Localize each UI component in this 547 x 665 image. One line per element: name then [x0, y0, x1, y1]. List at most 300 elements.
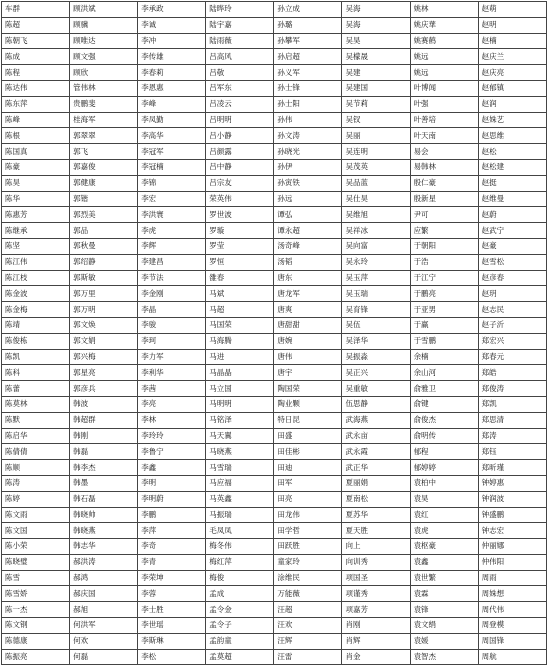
name-cell: 陆晔玲 [206, 2, 274, 18]
name-cell: 谭永超 [274, 223, 342, 239]
name-cell: 吴玉瑞 [342, 286, 410, 302]
name-cell: 唐甜甜 [274, 317, 342, 333]
name-cell: 仲伟阳 [478, 554, 546, 570]
name-cell: 陈雪娇 [2, 586, 70, 602]
table-row [2, 33, 547, 49]
name-cell: 吴丽 [342, 128, 410, 144]
name-cell: 钟婷惠 [478, 475, 546, 491]
name-cell: 李宏 [138, 191, 206, 207]
name-cell: 李鹏 [138, 507, 206, 523]
name-cell: 陈启华 [2, 428, 70, 444]
name-cell: 吕小静 [206, 128, 274, 144]
name-cell: 武永亩 [342, 428, 410, 444]
name-cell: 应繁 [410, 223, 478, 239]
name-cell: 马超 [206, 302, 274, 318]
name-cell: 钟志宏 [478, 523, 546, 539]
name-cell: 吴海 [342, 2, 410, 18]
name-cell: 马英鑫 [206, 491, 274, 507]
table-row [2, 254, 547, 270]
name-cell: 吴泽华 [342, 333, 410, 349]
name-cell: 赵维曼 [478, 191, 546, 207]
name-cell: 武永霞 [342, 444, 410, 460]
name-cell: 于赢 [410, 317, 478, 333]
table-row [2, 270, 547, 286]
name-cell: 田学哲 [274, 523, 342, 539]
name-cell: 李凤勤 [138, 112, 206, 128]
name-cell: 于亚男 [410, 302, 478, 318]
table-row [2, 618, 547, 634]
name-cell: 李世瑶 [138, 618, 206, 634]
name-cell: 赵姝艺 [478, 112, 546, 128]
name-cell: 姚远 [410, 49, 478, 65]
name-cell: 袁枢豪 [410, 539, 478, 555]
name-cell: 孙士锋 [274, 80, 342, 96]
name-cell: 于雪鹏 [410, 333, 478, 349]
name-cell: 陈江枝 [2, 270, 70, 286]
table-row [2, 333, 547, 349]
name-cell: 郭锴 [70, 191, 138, 207]
name-cell: 马斌 [206, 286, 274, 302]
name-cell: 李松 [138, 649, 206, 665]
name-cell: 叶善培 [410, 112, 478, 128]
table-row [2, 286, 547, 302]
name-cell: 袁虎 [410, 523, 478, 539]
name-cell: 赵润 [478, 96, 546, 112]
name-cell: 郑钰 [478, 444, 546, 460]
name-cell: 陈文钢 [2, 618, 70, 634]
name-cell: 马应福 [206, 475, 274, 491]
name-cell: 赵蔚 [478, 207, 546, 223]
name-cell: 汤韬 [274, 254, 342, 270]
name-cell: 陈坚 [2, 238, 70, 254]
name-cell: 马晓燕 [206, 444, 274, 460]
name-cell: 马明明 [206, 396, 274, 412]
name-cell: 郭文娟 [70, 333, 138, 349]
table-row [2, 144, 547, 160]
name-cell: 韩波 [70, 396, 138, 412]
name-cell: 罗莹 [206, 238, 274, 254]
table-row [2, 65, 547, 81]
name-cell: 李利华 [138, 365, 206, 381]
name-cell: 雒春 [206, 270, 274, 286]
table-row [2, 554, 547, 570]
name-cell: 吴玉萍 [342, 270, 410, 286]
name-cell: 陈程 [2, 65, 70, 81]
name-cell: 周登模 [478, 618, 546, 634]
name-cell: 吴连明 [342, 144, 410, 160]
name-cell: 李辉 [138, 238, 206, 254]
name-cell: 唐宇 [274, 365, 342, 381]
name-cell: 赵挺 [478, 175, 546, 191]
name-cell: 赵萌 [478, 2, 546, 18]
table-row [2, 128, 547, 144]
name-cell: 童家玲 [274, 554, 342, 570]
name-cell: 陈凯 [2, 349, 70, 365]
name-cell: 钟润波 [478, 491, 546, 507]
name-cell: 孙义军 [274, 65, 342, 81]
name-cell: 陈顺 [2, 460, 70, 476]
name-cell: 陈成 [2, 49, 70, 65]
name-cell: 袁霖 [410, 586, 478, 602]
name-cell: 吴向富 [342, 238, 410, 254]
name-cell: 叶天南 [410, 128, 478, 144]
table-row [2, 112, 547, 128]
roster-table [1, 1, 547, 665]
name-cell: 何磊 [70, 649, 138, 665]
name-cell: 李虎 [138, 223, 206, 239]
name-cell: 李诚 [138, 17, 206, 33]
name-cell: 顾欣 [70, 65, 138, 81]
name-cell: 郭翠翠 [70, 128, 138, 144]
name-cell: 何洪军 [70, 618, 138, 634]
name-cell: 郝旭 [70, 602, 138, 618]
table-row [2, 491, 547, 507]
name-cell: 吕凌云 [206, 96, 274, 112]
name-cell: 孟莫超 [206, 649, 274, 665]
name-cell: 殷仁豪 [410, 175, 478, 191]
name-cell: 郭品 [70, 223, 138, 239]
table-row [2, 602, 547, 618]
name-cell: 谭弘 [274, 207, 342, 223]
name-cell: 罗世波 [206, 207, 274, 223]
table-row [2, 96, 547, 112]
name-cell: 吴建 [342, 65, 410, 81]
name-cell: 俞俊杰 [410, 412, 478, 428]
name-cell: 陈莫林 [2, 396, 70, 412]
name-cell: 桂海军 [70, 112, 138, 128]
name-cell: 陆宇嘉 [206, 17, 274, 33]
table-row [2, 159, 547, 175]
name-cell: 陈江伟 [2, 254, 70, 270]
name-cell: 陈默 [2, 412, 70, 428]
name-cell: 田佳彬 [274, 444, 342, 460]
name-cell: 荣英伟 [206, 191, 274, 207]
name-cell: 袁柏中 [410, 475, 478, 491]
name-cell: 孙寅铁 [274, 175, 342, 191]
name-cell: 陈惠芳 [2, 207, 70, 223]
name-cell: 向训秀 [342, 554, 410, 570]
name-cell: 钟盛鹏 [478, 507, 546, 523]
name-cell: 郭嘉俊 [70, 159, 138, 175]
name-cell: 韩石磊 [70, 491, 138, 507]
name-cell: 汪欢 [274, 618, 342, 634]
name-cell: 余山河 [410, 365, 478, 381]
name-cell: 李力军 [138, 349, 206, 365]
name-cell: 袁锋 [410, 602, 478, 618]
name-cell: 吴仕昊 [342, 191, 410, 207]
name-cell: 赵彦春 [478, 270, 546, 286]
name-cell: 管伟林 [70, 80, 138, 96]
name-cell: 田盛 [274, 428, 342, 444]
name-cell: 李青 [138, 554, 206, 570]
name-cell: 李高华 [138, 128, 206, 144]
name-cell: 陈金波 [2, 286, 70, 302]
roster-table-body [2, 2, 547, 665]
name-cell: 郝鸿 [70, 570, 138, 586]
name-cell: 唐龙军 [274, 286, 342, 302]
name-cell: 郭秋曼 [70, 238, 138, 254]
name-cell: 李恩惠 [138, 80, 206, 96]
name-cell: 夏南松 [342, 491, 410, 507]
name-cell: 陈文国 [2, 523, 70, 539]
name-cell: 田跃胜 [274, 539, 342, 555]
name-cell: 尹可 [410, 207, 478, 223]
name-cell: 马立国 [206, 381, 274, 397]
name-cell: 梅俊 [206, 570, 274, 586]
name-cell: 郭烈美 [70, 207, 138, 223]
name-cell: 陈文雨 [2, 507, 70, 523]
name-cell: 吕明明 [206, 112, 274, 128]
name-cell: 陈继承 [2, 223, 70, 239]
name-cell: 李明 [138, 475, 206, 491]
name-cell: 李节法 [138, 270, 206, 286]
name-cell: 陈一杰 [2, 602, 70, 618]
table-row [2, 381, 547, 397]
table-row [2, 396, 547, 412]
name-cell: 袁昊 [410, 491, 478, 507]
name-cell: 吴品蓝 [342, 175, 410, 191]
name-cell: 韩李杰 [70, 460, 138, 476]
name-cell: 李明蔚 [138, 491, 206, 507]
name-cell: 陈东萍 [2, 96, 70, 112]
name-cell: 郝洪涛 [70, 554, 138, 570]
name-cell: 郝庆国 [70, 586, 138, 602]
name-cell: 郑皓 [478, 365, 546, 381]
name-cell: 袁世繁 [410, 570, 478, 586]
name-cell: 郭健康 [70, 175, 138, 191]
name-cell: 陈振亮 [2, 649, 70, 665]
name-cell: 吕军东 [206, 80, 274, 96]
name-cell: 陈豪 [2, 159, 70, 175]
name-cell: 韩晓帅 [70, 507, 138, 523]
name-cell: 吴檬晟 [342, 49, 410, 65]
table-row [2, 586, 547, 602]
name-cell: 周航 [478, 649, 546, 665]
name-cell: 于浩 [410, 254, 478, 270]
name-cell: 李亮 [138, 396, 206, 412]
name-cell: 郭飞 [70, 144, 138, 160]
name-cell: 李鑫 [138, 460, 206, 476]
name-cell: 陈峰 [2, 112, 70, 128]
name-cell: 李锦 [138, 175, 206, 191]
name-cell: 俞键 [410, 396, 478, 412]
table-row [2, 49, 547, 65]
name-cell: 陆雨薇 [206, 33, 274, 49]
name-cell: 马铭泽 [206, 412, 274, 428]
name-cell: 姚林 [410, 2, 478, 18]
name-cell: 孟成 [206, 586, 274, 602]
name-cell: 项国圣 [342, 570, 410, 586]
name-cell: 袁鑫 [410, 554, 478, 570]
name-cell: 赵庆兰 [478, 49, 546, 65]
name-cell: 姚远 [410, 65, 478, 81]
name-cell: 孙璐 [274, 17, 342, 33]
name-cell: 韩志华 [70, 539, 138, 555]
name-cell: 吴伍 [342, 317, 410, 333]
name-cell: 向上 [342, 539, 410, 555]
table-row [2, 460, 547, 476]
name-cell: 夏苏华 [342, 507, 410, 523]
name-cell: 李峰 [138, 96, 206, 112]
name-cell: 俞明传 [410, 428, 478, 444]
table-row [2, 17, 547, 33]
table-row [2, 444, 547, 460]
name-cell: 汪辉 [274, 633, 342, 649]
name-cell: 周雨 [478, 570, 546, 586]
name-cell: 郭兴梅 [70, 349, 138, 365]
name-cell: 罗璇 [206, 223, 274, 239]
name-cell: 毛凤凤 [206, 523, 274, 539]
name-cell: 郭绍静 [70, 254, 138, 270]
name-cell: 周国锋 [478, 633, 546, 649]
name-cell: 吴育锋 [342, 302, 410, 318]
name-cell: 李冠军 [138, 144, 206, 160]
name-cell: 郁婷婷 [410, 460, 478, 476]
name-cell: 郭万明 [70, 302, 138, 318]
name-cell: 顾文强 [70, 49, 138, 65]
name-cell: 易会 [410, 144, 478, 160]
name-cell: 贵鹏斐 [70, 96, 138, 112]
name-cell: 李传雄 [138, 49, 206, 65]
name-cell: 易韩林 [410, 159, 478, 175]
name-cell: 赵松 [478, 144, 546, 160]
name-cell: 吴振淼 [342, 349, 410, 365]
name-cell: 田亮 [274, 491, 342, 507]
name-cell: 赵松建 [478, 159, 546, 175]
table-row [2, 523, 547, 539]
name-cell: 肖刚 [342, 618, 410, 634]
table-row [2, 539, 547, 555]
name-cell: 孙晓光 [274, 144, 342, 160]
name-cell: 姚赛鹤 [410, 33, 478, 49]
name-cell: 吴祥冰 [342, 223, 410, 239]
name-cell: 郑昕瑾 [478, 460, 546, 476]
name-cell: 郁程 [410, 444, 478, 460]
name-cell: 赵雪松 [478, 254, 546, 270]
name-cell: 汪超 [274, 602, 342, 618]
name-cell: 郭万里 [70, 286, 138, 302]
name-cell: 陈靖 [2, 317, 70, 333]
name-cell: 唐东 [274, 270, 342, 286]
name-cell: 陈德康 [2, 633, 70, 649]
name-cell: 陈超 [2, 17, 70, 33]
name-cell: 夏天胜 [342, 523, 410, 539]
name-cell: 马海腾 [206, 333, 274, 349]
name-cell: 车群 [2, 2, 70, 18]
name-cell: 梅冬伟 [206, 539, 274, 555]
name-cell: 俞雅卫 [410, 381, 478, 397]
name-cell: 肖金 [342, 649, 410, 665]
name-cell: 郑涛 [478, 428, 546, 444]
name-cell: 吕敬 [206, 65, 274, 81]
name-cell: 赵玥 [478, 286, 546, 302]
name-cell: 李晶 [138, 302, 206, 318]
name-cell: 陶国荣 [274, 381, 342, 397]
name-cell: 李荣坤 [138, 570, 206, 586]
name-cell: 吕中静 [206, 159, 274, 175]
name-cell: 李茜 [138, 381, 206, 397]
table-row [2, 191, 547, 207]
name-cell: 田军 [274, 475, 342, 491]
name-cell: 于朝阳 [410, 238, 478, 254]
name-cell: 吴海 [342, 17, 410, 33]
table-row [2, 207, 547, 223]
name-cell: 郭斯敏 [70, 270, 138, 286]
name-cell: 肖辉 [342, 633, 410, 649]
name-cell: 陈华 [2, 191, 70, 207]
name-cell: 孟令金 [206, 602, 274, 618]
name-cell: 吴维旭 [342, 207, 410, 223]
name-cell: 赵志民 [478, 302, 546, 318]
name-cell: 赵庆亮 [478, 65, 546, 81]
name-cell: 马晶晶 [206, 365, 274, 381]
name-cell: 李骏 [138, 317, 206, 333]
name-cell: 唐爽 [274, 302, 342, 318]
name-cell: 项嘉芳 [342, 602, 410, 618]
table-row [2, 475, 547, 491]
name-cell: 周姝想 [478, 586, 546, 602]
name-cell: 陈朝飞 [2, 33, 70, 49]
name-cell: 赵楠 [478, 33, 546, 49]
name-cell: 李萍 [138, 523, 206, 539]
name-cell: 吴重敏 [342, 381, 410, 397]
name-cell: 李金刚 [138, 286, 206, 302]
name-cell: 梅红萍 [206, 554, 274, 570]
name-cell: 项谨秀 [342, 586, 410, 602]
name-cell: 韩墨 [70, 475, 138, 491]
name-cell: 陈倩倩 [2, 444, 70, 460]
name-cell: 郑凯 [478, 396, 546, 412]
name-cell: 赵豪 [478, 238, 546, 254]
table-row [2, 223, 547, 239]
name-cell: 田龙伟 [274, 507, 342, 523]
name-cell: 孙远 [274, 191, 342, 207]
name-cell: 田迪 [274, 460, 342, 476]
name-cell: 余楠 [410, 349, 478, 365]
name-cell: 吕宗友 [206, 175, 274, 191]
name-cell: 马天翼 [206, 428, 274, 444]
name-cell: 李士胜 [138, 602, 206, 618]
table-row [2, 349, 547, 365]
name-cell: 陶业颗 [274, 396, 342, 412]
name-cell: 李洪寰 [138, 207, 206, 223]
name-cell: 殷新星 [410, 191, 478, 207]
name-cell: 马雪瑞 [206, 460, 274, 476]
name-cell: 孙伊 [274, 159, 342, 175]
name-cell: 袁文绢 [410, 618, 478, 634]
name-cell: 夏丽娟 [342, 475, 410, 491]
name-cell: 郑俊涛 [478, 381, 546, 397]
name-cell: 孙攀军 [274, 33, 342, 49]
name-cell: 陈国真 [2, 144, 70, 160]
name-cell: 陈婷 [2, 491, 70, 507]
name-cell: 顾洪斌 [70, 2, 138, 18]
table-row [2, 2, 547, 18]
table-row [2, 175, 547, 191]
name-cell: 吴昊 [342, 33, 410, 49]
name-cell: 唐婉 [274, 333, 342, 349]
name-cell: 韩晓燕 [70, 523, 138, 539]
name-cell: 吕高风 [206, 49, 274, 65]
name-cell: 孙士阳 [274, 96, 342, 112]
name-cell: 于江宁 [410, 270, 478, 286]
name-cell: 郑宏兴 [478, 333, 546, 349]
name-cell: 孟韵童 [206, 633, 274, 649]
name-cell: 特日昆 [274, 412, 342, 428]
name-cell: 陈雪 [2, 570, 70, 586]
name-cell: 吴永玲 [342, 254, 410, 270]
name-cell: 陈小荣 [2, 539, 70, 555]
